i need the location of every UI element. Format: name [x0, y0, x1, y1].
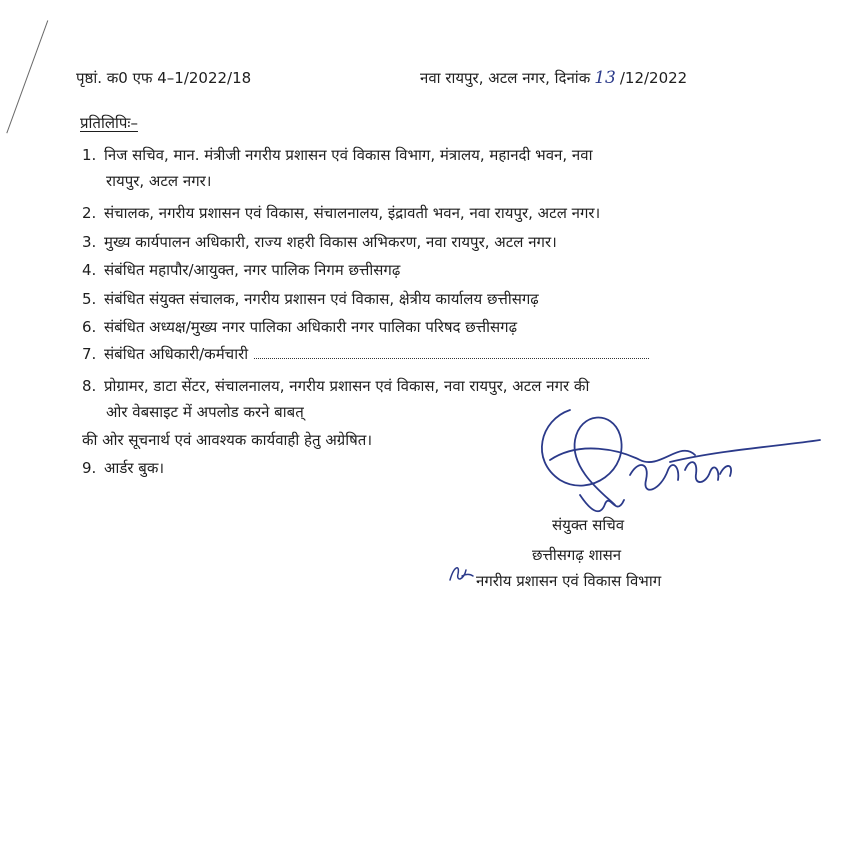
signatory-designation: संयुक्त सचिव: [552, 516, 625, 534]
page-edge-mark: [0, 7, 48, 134]
copy-heading: प्रतिलिपिः–: [80, 114, 138, 132]
list-item: 1. निज सचिव, मान. मंत्रीजी नगरीय प्रशासन एवं विकास विभाग, मंत्रालय, महानदी भवन, नवा: [82, 146, 593, 164]
list-item: 6. संबंधित अध्यक्ष/मुख्य नगर पालिका अधिकारी नगर पालिका परिषद छत्तीसगढ़: [82, 318, 518, 336]
date-rest: /12/2022: [619, 69, 688, 87]
forwarding-line: की ओर सूचनार्थ एवं आवश्यक कार्यवाही हेतु अग्रेषित।: [82, 431, 373, 449]
list-item: 2. संचालक, नगरीय प्रशासन एवं विकास, संचालनालय, इंद्रावती भवन, नवा रायपुर, अटल नगर।: [82, 204, 601, 222]
signature-icon: [520, 400, 840, 530]
date-line: [420, 68, 687, 88]
list-item: 8. प्रोग्रामर, डाटा सेंटर, संचालनालय, नगरीय प्रशासन एवं विकास, नवा रायपुर, अटल नगर की: [82, 377, 590, 395]
reference-number: पृष्ठां. क0 एफ 4–1/2022/18: [76, 69, 252, 87]
signatory-government: छत्तीसगढ़ शासन: [532, 546, 622, 564]
date-day-handwritten: 13: [594, 68, 616, 88]
list-item: 4. संबंधित महापौर/आयुक्त, नगर पालिक निगम छत्तीसगढ़: [82, 261, 401, 279]
list-item-continuation: ओर वेबसाइट में अपलोड करने बाबत्: [106, 403, 304, 421]
dotted-fill-line: [254, 344, 649, 359]
list-item: 9. आर्डर बुक।: [82, 459, 165, 477]
list-item: 5. संबंधित संयुक्त संचालक, नगरीय प्रशासन एवं विकास, क्षेत्रीय कार्यालय छत्तीसगढ़: [82, 290, 539, 308]
list-item: 3. मुख्य कार्यपालन अधिकारी, राज्य शहरी विकास अभिकरण, नवा रायपुर, अटल नगर।: [82, 233, 557, 251]
date-prefix: नवा रायपुर, अटल नगर, दिनांक: [420, 69, 591, 87]
signatory-department: नगरीय प्रशासन एवं विकास विभाग: [476, 572, 662, 590]
list-item-continuation: रायपुर, अटल नगर।: [106, 172, 212, 190]
initial-mark-icon: [446, 560, 476, 588]
list-item: 7. संबंधित अधिकारी/कर्मचारी: [82, 341, 649, 367]
